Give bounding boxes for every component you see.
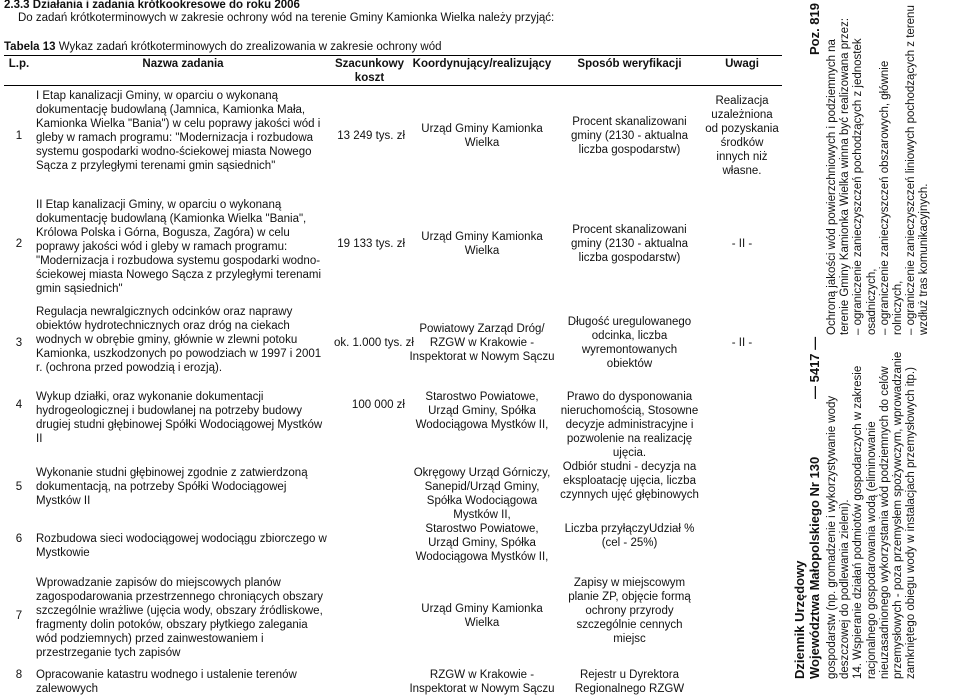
side-paragraph: 14. Wspieranie działań podmiotów gospodarczych w zakresie racjonalnego gospodarowania wodą (eliminowanie nieuzasadnionego wykorzystania wód podziemnych do celów przemysłowych - poza przemysłem spożywczym, wprowadzanie zamkniętego obiegu wody w instalacjach przemysłowych itp.) — [852, 351, 918, 679]
row-remarks: Realizacja uzależniona od pozyskania środków innych niż własne. — [705, 94, 779, 177]
side-paragraph: – ograniczenie zanieczyszczeń liniowych pochodzących z terenu wzdłuż tras komunikacyjnych. — [905, 5, 931, 335]
row-coord: Urząd Gminy Kamionka Wielka — [421, 230, 543, 257]
rotated-side-column — [790, 0, 960, 679]
row-cost: 19 133 tys. zł — [337, 237, 405, 250]
header-coord: Koordynujący/realizujący — [412, 58, 552, 70]
row-name: I Etap kanalizacji Gminy, w oparciu o wykonaną dokumentację budowlaną (Jamnica, Kamionka Mała, Kamionka Wielka "Bania") w celu poprawy jakości wód i gleby w ramach programu: "Modernizacja i rozbudowa systemu gospodarki wodno-ściekowej miasta Nowego Sącza z przyległymi terenami gmin sąsiednich" — [36, 90, 321, 172]
table-row — [4, 570, 782, 662]
side-left-column — [826, 347, 918, 679]
row-name: Wykup działki, oraz wykonanie dokumentacji hydrogeologicznej i budowlanej na potrzeby budowy drugiej studni głębinowej Spółki Wodociągowej Mystków II — [36, 390, 323, 445]
table-row — [4, 302, 782, 384]
row-method: Procent skanalizowani gminy (2130 - aktualna liczba gospodarstw) — [571, 223, 688, 264]
row-lp: 4 — [15, 398, 23, 411]
header-lp: L.p. — [8, 58, 30, 70]
row-coord: Starostwo Powiatowe, Urząd Gminy, Spółka Wodociągowa Mystków II, — [415, 522, 549, 563]
row-remarks — [702, 570, 782, 662]
section-title: 2.3.3 Działania i zadania krótkookresowe do roku 2006 — [4, 0, 300, 11]
row-coord: RZGW w Krakowie - Inspektorat w Nowym Sączu — [409, 668, 555, 695]
row-lp: 7 — [15, 609, 23, 622]
header-cost: Szacunkowy koszt — [334, 58, 405, 84]
table-row — [4, 384, 782, 460]
tasks-table — [4, 55, 782, 696]
row-name: Rozbudowa sieci wodociągowej wodociągu zbiorczego w Mystkowie — [36, 532, 327, 559]
table-row — [4, 86, 782, 186]
row-lp: 5 — [15, 480, 23, 493]
journal-header — [792, 3, 822, 679]
table-row — [4, 186, 782, 302]
table-row — [4, 460, 782, 522]
row-lp: 3 — [15, 336, 23, 349]
row-cost — [332, 460, 407, 522]
row-lp: 8 — [15, 668, 23, 681]
row-name: II Etap kanalizacji Gminy, w oparciu o wykonaną dokumentację budowlaną (Kamionka Wielka "Bania", Królowa Polska i Górna, Bogusza, Zagóra) w celu poprawy jakości wód i gleby w ramach programu: "Modernizacja i rozbudowa systemu gospodarki wodno-ściekowej miasta Nowego Sącza z przyległymi terenami gmin sąsiednich" — [36, 198, 322, 295]
table-caption-text: Wykaz zadań krótkoterminowych do zrealizowania w zakresie ochrony wód — [55, 41, 442, 53]
row-remarks: - II - — [731, 237, 753, 250]
row-coord: Urząd Gminy Kamionka Wielka — [421, 122, 543, 149]
header-name: Nazwa zadania — [142, 58, 224, 70]
side-paragraph: – ograniczenie zanieczyszczeń pochodzących z jednostek osadniczych, — [852, 38, 878, 335]
table-caption-label: Tabela 13 — [4, 41, 56, 53]
table-row — [4, 522, 782, 570]
row-remarks — [702, 460, 782, 522]
row-cost — [332, 570, 407, 662]
table-header-row — [4, 56, 782, 86]
row-method: Odbiór studni - decyzja na eksploatację ujęcia, liczba czynnych ujęć głębinowych — [560, 460, 699, 501]
row-lp: 6 — [15, 532, 23, 545]
row-name: Wprowadzanie zapisów do miejscowych planów zagospodarowania przestrzennego chroniących obszary szczególnie wrażliwe (ujęcia wody, obszary źródliskowe, fragmenty dolin potoków, obszary płytkiego zalegania wód podziemnych) przed zainwestowaniem i przestrzeganie tych zapisów — [36, 576, 324, 659]
journal-issue: Województwa Małopolskiego Nr 130 — [807, 456, 822, 679]
row-coord: Urząd Gminy Kamionka Wielka — [421, 602, 543, 629]
row-remarks — [702, 522, 782, 570]
row-name: Opracowanie katastru wodnego i ustalenie terenów zalewowych — [36, 668, 297, 695]
row-method: Procent skanalizowani gminy (2130 - aktualna liczba gospodarstw) — [571, 115, 688, 156]
row-method: Zapisy w miejscowym planie ZP, objęcie formą ochrony przyrody szczególnie cennych miejsc — [568, 576, 691, 645]
header-method: Sposób weryfikacji — [577, 58, 682, 70]
section-subtitle: Do zadań krótkoterminowych w zakresie ochrony wód na terenie Gminy Kamionka Wielka należy przyjąć: — [18, 12, 555, 24]
row-coord: Powiatowy Zarząd Dróg/ RZGW w Krakowie - Inspektorat w Nowym Sączu — [409, 322, 555, 363]
position-number: Poz. 819 — [807, 3, 822, 56]
journal-title: Dziennik Urzędowy — [792, 560, 807, 679]
row-lp: 1 — [15, 129, 23, 142]
row-cost: 13 249 tys. zł — [337, 129, 405, 142]
row-name: Wykonanie studni głębinowej zgodnie z zatwierdzoną dokumentacją, na potrzeby Spółki Wodociągowej Mystków II — [36, 466, 308, 507]
side-right-column — [826, 5, 932, 335]
row-method: Długość uregulowanego odcinka, liczba wyremontowanych obiektów — [567, 315, 692, 370]
row-coord: Starostwo Powiatowe, Urząd Gminy, Spółka Wodociągowa Mystków II, — [415, 390, 549, 431]
side-paragraph: gospodarstw (np. gromadzenie i wykorzystywanie wody deszczowej do podlewania zieleni). — [826, 395, 852, 679]
row-cost: 100 000 zł — [351, 398, 405, 411]
row-remarks — [702, 384, 782, 460]
row-cost — [332, 522, 407, 570]
row-method: Liczba przyłączyUdział % (cel - 25%) — [564, 522, 695, 549]
header-remarks: Uwagi — [725, 58, 759, 70]
row-cost: ok. 1.000 tys. zł — [334, 336, 414, 349]
row-lp: 2 — [15, 237, 23, 250]
row-name: Regulacja newralgicznych odcinków oraz naprawy obiektów hydrotechnicznych oraz dróg na ciekach wodnych w obrębie gminy, głównie w zlewni potoku Kamionka, uszkodzonych po powodziach w 1997 i 2001 r. (ochrona przed powodzią i erozją). — [36, 305, 322, 374]
page-number: — 5417 — — [807, 336, 822, 399]
table-caption — [4, 41, 442, 53]
row-method: Rejestr u Dyrektora Regionalnego RZGW — [574, 668, 685, 695]
side-paragraph: – ograniczenie zanieczyszczeń obszarowych, głównie rolniczych, — [878, 60, 905, 335]
row-method: Prawo do dysponowania nieruchomością, Stosowne decyzje administracyjne i pozwolenie na realizację ujęcia. — [560, 390, 699, 459]
row-remarks: - II - — [731, 336, 753, 349]
row-coord: Okręgowy Urząd Górniczy, Sanepid/Urząd Gminy, Spółka Wodociągowa Mystków II, — [413, 466, 551, 521]
side-paragraph: Ochroną jakości wód powierzchniowych i podziemnych na terenie Gminy Kamionka Wielka winna być realizowana przez: — [826, 17, 852, 335]
